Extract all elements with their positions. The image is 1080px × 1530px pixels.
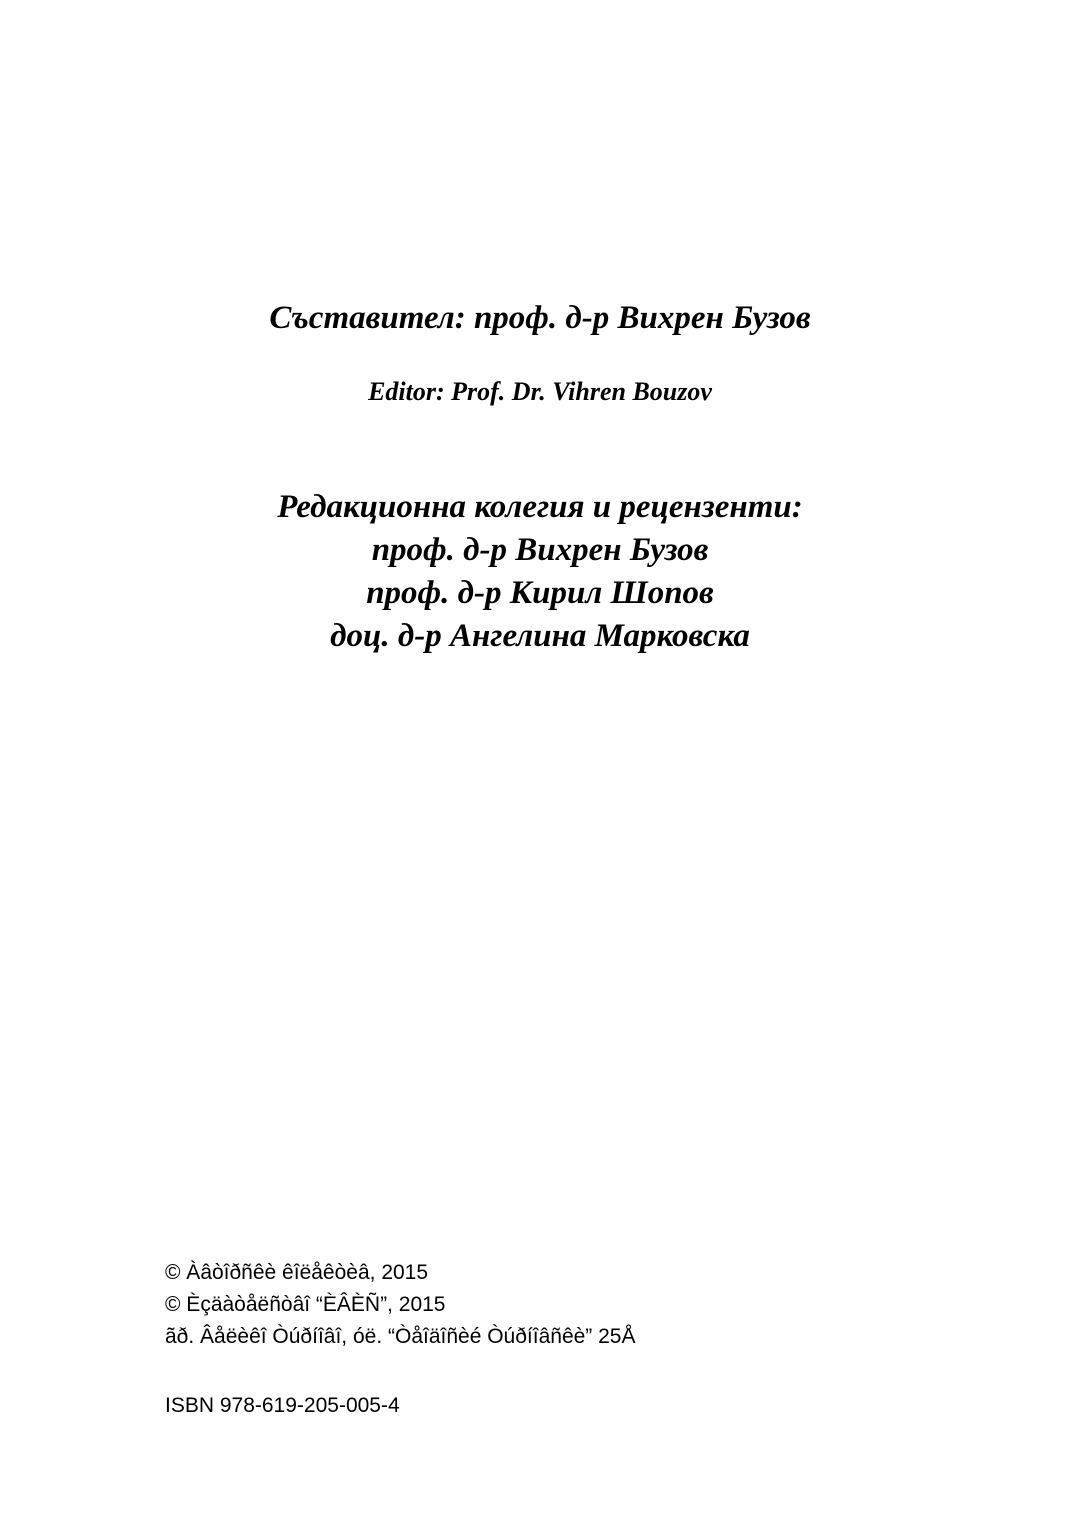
- copyright-line: © Àâòîðñêè êîëåêòèâ, 2015: [165, 1261, 429, 1284]
- editorial-board-heading: Редакционна колегия и рецензенти:: [277, 489, 803, 525]
- compiler-line: Съставител: проф. д-р Вихрен Бузов: [269, 300, 811, 336]
- editorial-board-member: проф. д-р Кирил Шопов: [366, 575, 714, 611]
- copyright-line: © Èçäàòåëñòâî “ÈÂÈÑ”, 2015: [165, 1293, 446, 1316]
- editorial-board-member: доц. д-р Ангелина Марковска: [330, 618, 750, 654]
- publisher-address: ãð. Âåëèêî Òúðíîâî, óë. “Òåîäîñèé Òúðíîâñêè” 25Å: [165, 1325, 636, 1348]
- editorial-board-member: проф. д-р Вихрен Бузов: [371, 532, 709, 568]
- isbn-number: ISBN 978-619-205-005-4: [165, 1394, 400, 1417]
- editorial-board: [0, 486, 1080, 658]
- copyright-block: [165, 1257, 636, 1353]
- editor-line: Editor: Prof. Dr. Vihren Bouzov: [368, 377, 712, 406]
